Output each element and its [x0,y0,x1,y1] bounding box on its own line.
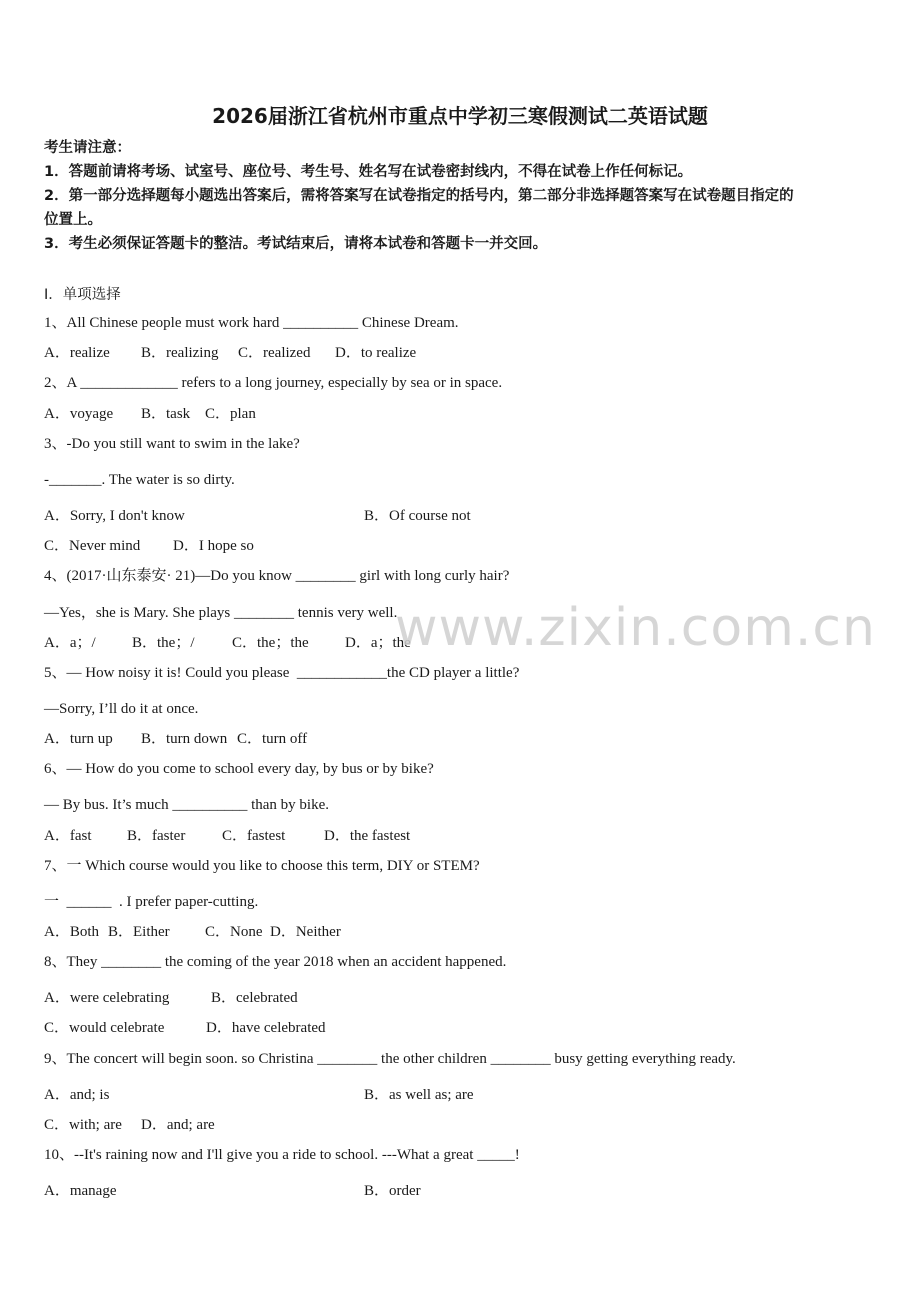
q1-option-b: B．realizing [141,345,219,361]
q7-option-a: A．Both [44,924,100,940]
question-9-stem: 9、The concert will begin soon. so Christina ________ the other children ________ busy getting everything ready. [44,1051,736,1067]
q2-option-c: C．plan [205,406,256,422]
notice-item-2: 2．第一部分选择题每小题选出答案后，需将答案写在试卷指定的括号内，第二部分非选择题答案写在试卷题目指定的 [44,188,794,204]
q5-option-b: B．turn down [141,731,228,747]
question-5-reply: —Sorry, I’ll do it at once. [44,701,199,717]
q9-option-b: B．as well as; are [364,1087,474,1103]
q4-option-a: A．a；/ [44,635,96,651]
q5-option-a: A．turn up [44,731,113,747]
q8-option-c: C．would celebrate [44,1020,165,1036]
q10-option-b: B．order [364,1183,421,1199]
q3-option-c: C．Never mind [44,538,141,554]
q2-option-b: B．task [141,406,191,422]
q3-option-d: D．I hope so [173,538,254,554]
q4-option-d: D．a；the [345,635,411,651]
question-6-reply: — By bus. It’s much __________ than by bike. [44,797,329,813]
q4-option-b: B．the；/ [132,635,195,651]
q7-option-b: B．Either [108,924,170,940]
q10-option-a: A．manage [44,1183,117,1199]
q8-option-a: A．were celebrating [44,990,170,1006]
question-10-stem: 10、--It's raining now and I'll give you a ride to school. ---What a great _____! [44,1147,520,1163]
question-7-stem: 7、一 Which course would you like to choose this term, DIY or STEM? [44,858,480,874]
q1-option-a: A．realize [44,345,110,361]
q7-option-c: C．None [205,924,263,940]
q8-option-d: D．have celebrated [206,1020,326,1036]
question-7-reply: 一 ______ . I prefer paper-cutting. [44,894,259,910]
page-title: 2026届浙江省杭州市重点中学初三寒假测试二英语试题 [212,104,708,128]
q3-option-a: A．Sorry, I don't know [44,508,185,524]
question-6-stem: 6、— How do you come to school every day, by bus or by bike? [44,761,434,777]
q8-option-b: B．celebrated [211,990,298,1006]
q1-option-c: C．realized [238,345,311,361]
question-8-stem: 8、They ________ the coming of the year 2018 when an accident happened. [44,954,507,970]
question-3-reply: -_______. The water is so dirty. [44,472,235,488]
q1-option-d: D．to realize [335,345,417,361]
notice-heading: 考生请注意： [44,140,131,156]
notice-item-3: 3．考生必须保证答题卡的整洁。考试结束后，请将本试卷和答题卡一并交回。 [44,236,548,252]
q9-option-a: A．and; is [44,1087,110,1103]
q9-option-d: D．and; are [141,1117,215,1133]
q3-option-b: B．Of course not [364,508,471,524]
watermark: www.zixin.com.cn [395,598,876,658]
q6-option-b: B．faster [127,828,186,844]
question-5-stem: 5、— How noisy it is! Could you please ____________the CD player a little? [44,665,520,681]
q6-option-d: D．the fastest [324,828,411,844]
q2-option-a: A．voyage [44,406,114,422]
q9-option-c: C．with; are [44,1117,122,1133]
notice-item-2-cont: 位置上。 [44,212,102,228]
q4-option-c: C．the；the [232,635,309,651]
notice-item-1: 1．答题前请将考场、试室号、座位号、考生号、姓名写在试卷密封线内，不得在试卷上作任何标记。 [44,164,693,180]
question-3-stem: 3、-Do you still want to swim in the lake? [44,436,300,452]
question-2-stem: 2、A _____________ refers to a long journey, especially by sea or in space. [44,375,503,391]
q7-option-d: D．Neither [270,924,341,940]
question-4-stem: 4、(2017·山东泰安· 21)—Do you know ________ girl with long curly hair? [44,568,510,584]
question-4-reply: —Yes，she is Mary. She plays ________ tennis very well. [44,605,398,621]
q5-option-c: C．turn off [237,731,308,747]
q6-option-c: C．fastest [222,828,286,844]
q6-option-a: A．fast [44,828,92,844]
section-heading: Ⅰ．单项选择 [44,287,121,303]
question-1-stem: 1、All Chinese people must work hard __________ Chinese Dream. [44,315,459,331]
